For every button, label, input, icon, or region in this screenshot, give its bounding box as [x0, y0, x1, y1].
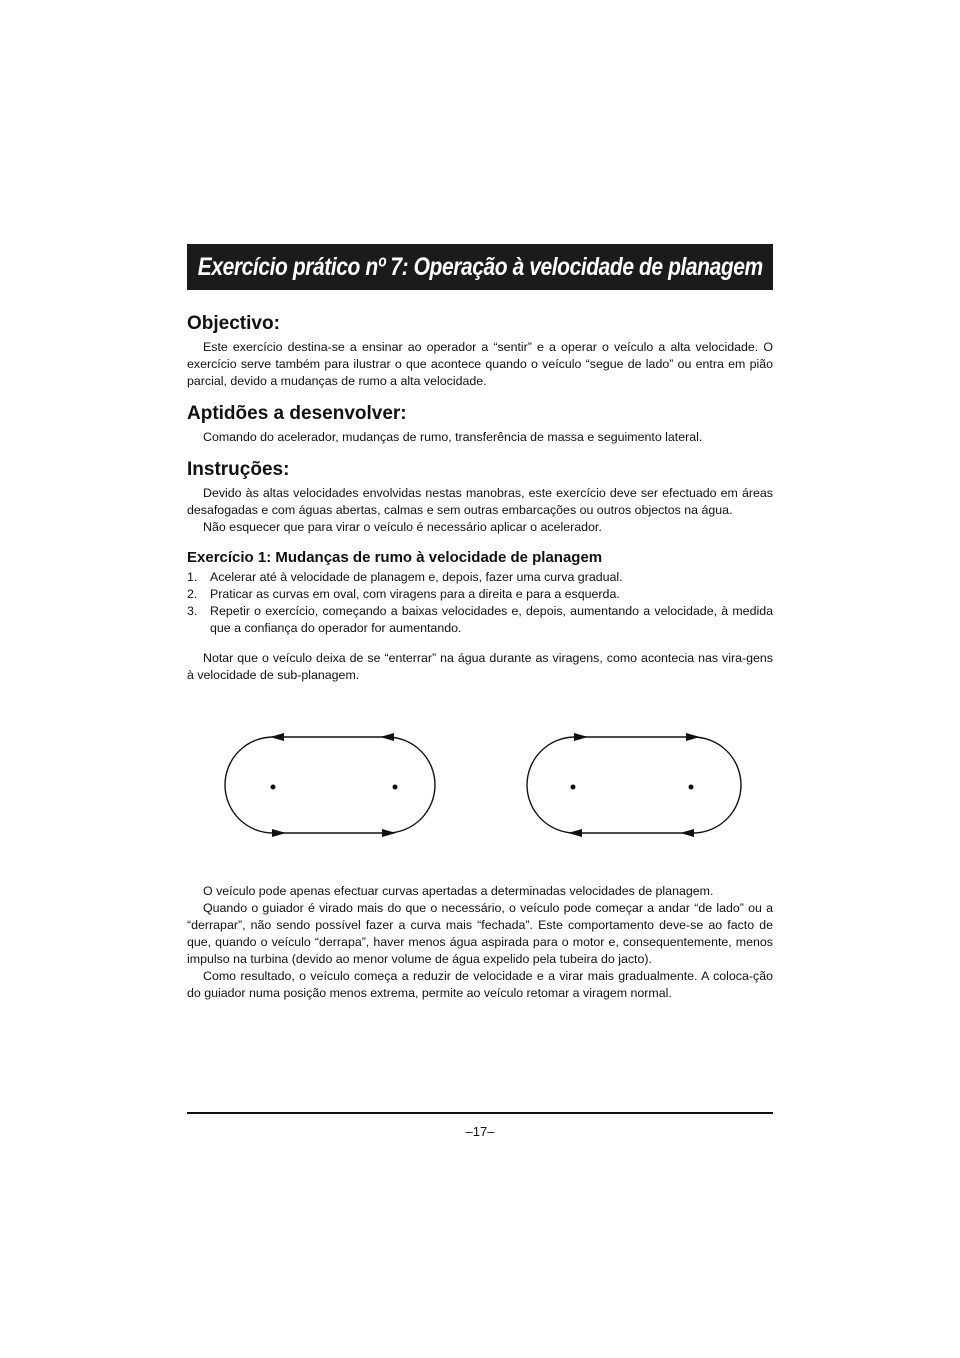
oval-course-diagrams — [187, 725, 773, 845]
title-banner — [187, 244, 773, 290]
step-number: 2. — [187, 587, 198, 601]
instructions-heading: Instruções: — [187, 459, 290, 480]
list-item — [187, 586, 773, 603]
after-paragraph-3: Como resultado, o veículo começa a reduzir de velocidade e a virar mais gradualmente. A coloca-ção do guiador numa posição menos extrema, permite ao veículo retomar a viragem normal. — [187, 969, 773, 1000]
main-content — [187, 313, 773, 697]
after-paragraph-1: O veículo pode apenas efectuar curvas apertadas a determinadas velocidades de planagem. — [203, 884, 714, 898]
oval-right-turns-diagram — [527, 737, 741, 833]
page-number: –17– — [465, 1124, 495, 1139]
exercise-1-heading: Exercício 1: Mudanças de rumo à velocidade de planagem — [187, 549, 603, 566]
turn-marker-dot — [393, 785, 398, 790]
objective-text: Este exercício destina-se a ensinar ao operador a “sentir” e a operar o veículo a alta velocidade. O exercício serve também para ilustrar o que acontece quando o veículo “segue de lado” ou entra em pião parcial, devido a mudanças de rumo a alta velocidade. — [187, 340, 773, 388]
step-text: Repetir o exercício, começando a baixas velocidades e, depois, aumentando a velocidade, à medida que a confiança do operador for aumentando. — [210, 604, 773, 635]
step-number: 1. — [187, 570, 198, 584]
step-text: Acelerar até à velocidade de planagem e, depois, fazer uma curva gradual. — [210, 570, 623, 584]
turn-marker-dot — [689, 785, 694, 790]
list-item — [187, 603, 773, 637]
page-title: Exercício prático nº 7: Operação à velocidade de planagem — [197, 252, 763, 281]
skills-section — [187, 403, 773, 446]
instructions-paragraph-1: Devido às altas velocidades envolvidas nestas manobras, este exercício deve ser efectuado em áreas desafogadas e com águas abertas, calmas e sem outras embarcações ou outros objectos na água. — [187, 486, 773, 517]
instructions-paragraph-2: Não esquecer que para virar o veículo é necessário aplicar o acelerador. — [203, 520, 602, 534]
oval-track-left — [225, 737, 435, 833]
exercise-1-note: Notar que o veículo deixa de se “enterrar” na água durante as viragens, como acontecia nas vira-gens à velocidade de sub-planagem. — [187, 651, 773, 682]
list-item — [187, 569, 773, 586]
objective-heading: Objectivo: — [187, 313, 280, 334]
instructions-section — [187, 459, 773, 536]
skills-text: Comando do acelerador, mudanças de rumo, transferência de massa e seguimento lateral. — [203, 430, 703, 444]
step-number: 3. — [187, 604, 198, 618]
step-text: Praticar as curvas em oval, com viragens para a direita e para a esquerda. — [210, 587, 620, 601]
after-paragraph-2: Quando o guiador é virado mais do que o necessário, o veículo pode começar a andar “de lado” ou a “derrapar”, não sendo possível fazer a curva mais “fechada”. Este comportamento deve-se ao facto de que, quando o veículo “derrapa”, haver menos água aspirada para o motor e, consequentemente, menos impulso na turbina (devido ao menor volume de água expelido pela tubeira do jacto). — [187, 901, 773, 966]
objective-section — [187, 313, 773, 390]
oval-track-right — [527, 737, 741, 833]
after-diagram-section — [187, 883, 773, 1002]
exercise-1-steps — [187, 569, 773, 637]
exercise-1-section — [187, 549, 773, 684]
skills-heading: Aptidões a desenvolver: — [187, 403, 407, 424]
oval-left-turns-diagram — [225, 737, 435, 833]
footer-divider — [187, 1112, 773, 1114]
turn-marker-dot — [271, 785, 276, 790]
turn-marker-dot — [571, 785, 576, 790]
